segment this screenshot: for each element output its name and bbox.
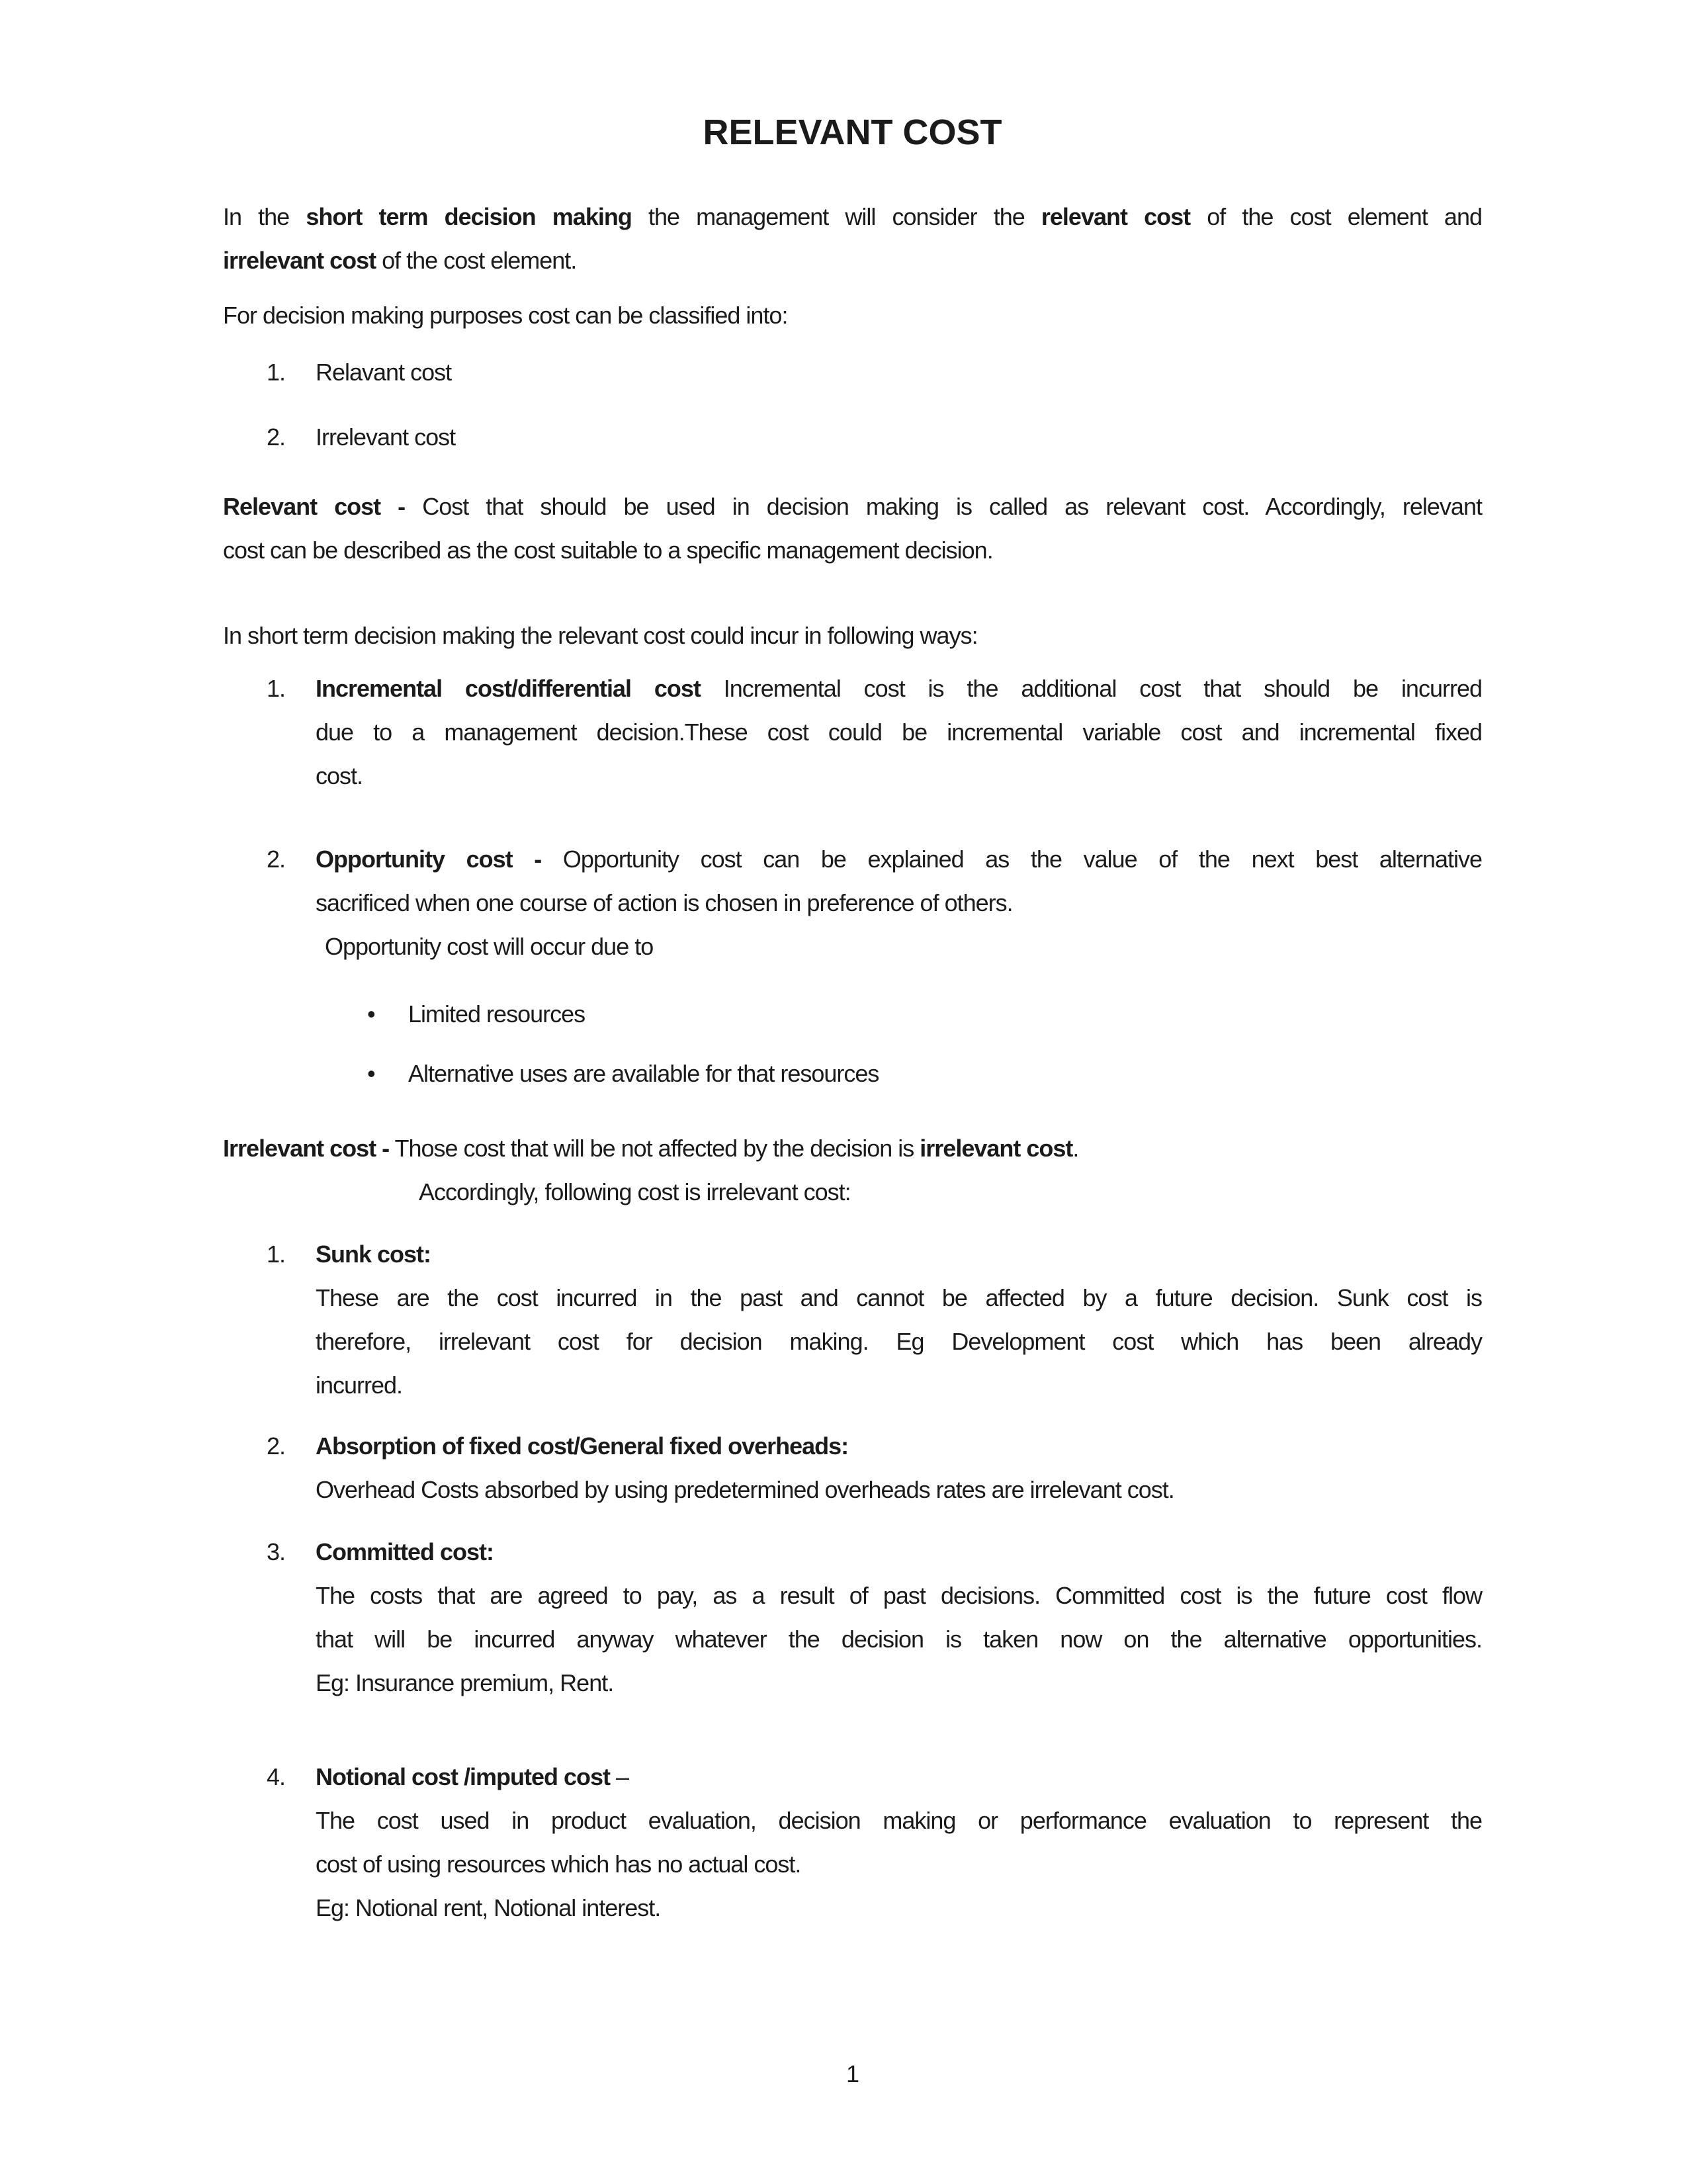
text-line bbox=[316, 1661, 1482, 1705]
paragraph bbox=[223, 485, 1482, 572]
text-line bbox=[316, 838, 1482, 881]
bold-text-run: short term decision making bbox=[306, 203, 632, 230]
text-run: These are the cost incurred in the past and cannot be affected by a future decision. Sunk cost is bbox=[316, 1284, 1482, 1311]
list-number: 2. bbox=[267, 423, 286, 451]
numbered-list-item bbox=[223, 351, 1482, 394]
text-run: Opportunity cost will occur due to bbox=[325, 933, 654, 960]
text-run: due to a management decision.These cost could be incremental variable cost and incremental fixed bbox=[316, 719, 1482, 746]
text-line bbox=[316, 1233, 1482, 1276]
list-item-text bbox=[316, 1424, 1482, 1512]
text-line bbox=[316, 881, 1482, 925]
text-line bbox=[223, 1127, 1482, 1170]
text-line bbox=[223, 614, 1482, 658]
text-run: of the cost element. bbox=[376, 247, 577, 274]
text-line bbox=[316, 1320, 1482, 1364]
bold-text-run: Relevant cost - bbox=[223, 493, 423, 520]
bullet-icon: • bbox=[367, 1000, 375, 1027]
text-line bbox=[316, 1468, 1482, 1512]
text-run: the management will consider the bbox=[631, 203, 1041, 230]
bullet-list-item bbox=[223, 992, 1482, 1036]
text-line bbox=[223, 485, 1482, 529]
text-run: In the bbox=[223, 203, 306, 230]
text-line bbox=[316, 667, 1482, 711]
text-line bbox=[223, 1170, 1482, 1214]
numbered-list-item bbox=[223, 1424, 1482, 1512]
text-run: Eg: Insurance premium, Rent. bbox=[316, 1669, 614, 1696]
text-line bbox=[223, 239, 1482, 283]
text-run: Irrelevant cost bbox=[316, 423, 456, 451]
bullet-list-item bbox=[223, 1052, 1482, 1096]
text-line bbox=[408, 1052, 1482, 1096]
numbered-list-item bbox=[223, 667, 1482, 798]
bold-text-run: Incremental cost/differential cost bbox=[316, 675, 724, 702]
list-number: 4. bbox=[267, 1763, 286, 1790]
list-number: 2. bbox=[267, 846, 286, 873]
text-line bbox=[316, 925, 1482, 969]
page-number: 1 bbox=[845, 2060, 859, 2087]
text-run: incurred. bbox=[316, 1372, 403, 1399]
list-number: 1. bbox=[267, 675, 286, 702]
text-run: cost can be described as the cost suitable to a specific management decision. bbox=[223, 537, 993, 564]
bold-text-run: Committed cost: bbox=[316, 1538, 494, 1565]
paragraph bbox=[223, 294, 1482, 337]
bullet-icon: • bbox=[367, 1060, 375, 1087]
text-line bbox=[223, 529, 1482, 572]
list-item-text bbox=[316, 667, 1482, 798]
text-line bbox=[316, 1424, 1482, 1468]
text-run: Those cost that will be not affected by the decision is bbox=[389, 1135, 920, 1162]
text-run: that will be incurred anyway whatever the decision is taken now on the alternative opportunities. bbox=[316, 1626, 1482, 1653]
text-run: Relavant cost bbox=[316, 359, 452, 386]
list-item-text bbox=[316, 1530, 1482, 1705]
text-run: sacrificed when one course of action is chosen in preference of others. bbox=[316, 889, 1013, 916]
text-run: Cost that should be used in decision making is called as relevant cost. Accordingly, relevant bbox=[422, 493, 1482, 520]
paragraph bbox=[223, 614, 1482, 658]
text-run: In short term decision making the relevant cost could incur in following ways: bbox=[223, 622, 978, 649]
text-run: The cost used in product evaluation, decision making or performance evaluation to represent the bbox=[316, 1807, 1482, 1834]
text-run: Opportunity cost can be explained as the value of the next best alternative bbox=[562, 846, 1482, 873]
bold-text-run: Notional cost /imputed cost bbox=[316, 1763, 611, 1790]
text-line bbox=[316, 1755, 1482, 1799]
text-run: cost. bbox=[316, 762, 363, 789]
list-item-text bbox=[316, 1755, 1482, 1930]
numbered-list-item bbox=[223, 1530, 1482, 1705]
list-number: 2. bbox=[267, 1432, 286, 1460]
document-body bbox=[223, 195, 1482, 1930]
list-item-text bbox=[316, 1233, 1482, 1407]
text-run: Incremental cost is the additional cost that should be incurred bbox=[723, 675, 1482, 702]
text-line bbox=[316, 415, 1482, 459]
text-line bbox=[316, 754, 1482, 798]
text-line bbox=[223, 195, 1482, 239]
numbered-list-item bbox=[223, 415, 1482, 459]
text-line bbox=[316, 1574, 1482, 1618]
list-number: 1. bbox=[267, 359, 286, 386]
text-line bbox=[316, 711, 1482, 754]
text-line bbox=[316, 1618, 1482, 1661]
text-line bbox=[316, 351, 1482, 394]
paragraph bbox=[223, 195, 1482, 283]
text-line bbox=[316, 1276, 1482, 1320]
text-line bbox=[316, 1886, 1482, 1930]
text-line bbox=[316, 1843, 1482, 1886]
bold-text-run: irrelevant cost bbox=[223, 247, 376, 274]
text-run: Limited resources bbox=[408, 1000, 585, 1027]
bold-text-run: relevant cost bbox=[1041, 203, 1191, 230]
list-item-text bbox=[316, 351, 1482, 394]
text-run: therefore, irrelevant cost for decision making. Eg Development cost which has been already bbox=[316, 1328, 1482, 1355]
bold-text-run: Absorption of fixed cost/General fixed overheads: bbox=[316, 1432, 849, 1460]
paragraph bbox=[223, 1127, 1482, 1214]
bold-text-run: Irrelevant cost - bbox=[223, 1135, 390, 1162]
list-item-text bbox=[408, 992, 1482, 1036]
text-line bbox=[316, 1364, 1482, 1407]
bold-text-run: Opportunity cost - bbox=[316, 846, 563, 873]
bold-text-run: irrelevant cost bbox=[920, 1135, 1073, 1162]
text-run: . bbox=[1072, 1135, 1079, 1162]
text-line bbox=[316, 1530, 1482, 1574]
text-line bbox=[408, 992, 1482, 1036]
text-run: of the cost element and bbox=[1190, 203, 1482, 230]
bold-text-run: Sunk cost: bbox=[316, 1241, 431, 1268]
list-number: 1. bbox=[267, 1241, 286, 1268]
numbered-list-item bbox=[223, 1755, 1482, 1930]
text-line bbox=[316, 1799, 1482, 1843]
text-run: For decision making purposes cost can be classified into: bbox=[223, 302, 788, 329]
text-run: The costs that are agreed to pay, as a result of past decisions. Committed cost is the future cost flow bbox=[316, 1582, 1482, 1609]
text-run: Eg: Notional rent, Notional interest. bbox=[316, 1894, 661, 1921]
text-line bbox=[223, 294, 1482, 337]
text-run: Overhead Costs absorbed by using predetermined overheads rates are irrelevant cost. bbox=[316, 1476, 1174, 1503]
list-item-text bbox=[316, 415, 1482, 459]
list-item-text bbox=[316, 838, 1482, 969]
text-run: – bbox=[610, 1763, 629, 1790]
list-item-text bbox=[408, 1052, 1482, 1096]
text-run: Alternative uses are available for that resources bbox=[408, 1060, 879, 1087]
numbered-list-item bbox=[223, 1233, 1482, 1407]
page-title: RELEVANT COST bbox=[703, 112, 1002, 152]
numbered-list-item bbox=[223, 838, 1482, 969]
text-run: Accordingly, following cost is irrelevant cost: bbox=[419, 1178, 851, 1205]
list-number: 3. bbox=[267, 1538, 286, 1565]
text-run: cost of using resources which has no actual cost. bbox=[316, 1851, 801, 1878]
